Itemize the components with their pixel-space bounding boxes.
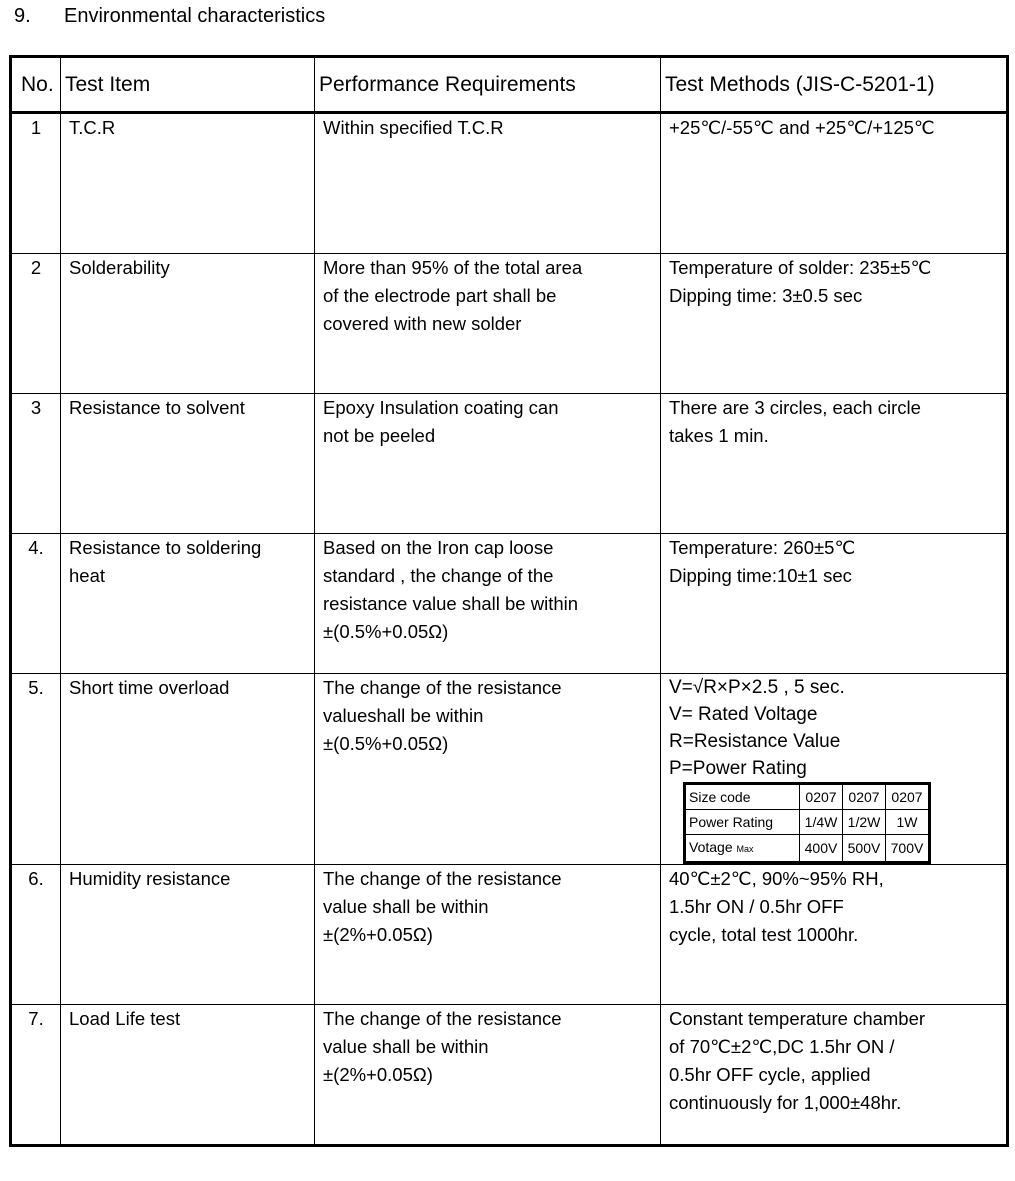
cell-performance-requirement-line: not be peeled bbox=[323, 425, 436, 446]
cell-test-method-line: of 70℃±2℃,DC 1.5hr ON / bbox=[669, 1036, 895, 1057]
rating-value: 1/2W bbox=[843, 810, 886, 835]
rating-row-power bbox=[685, 810, 930, 835]
rating-value: 1/4W bbox=[800, 810, 843, 835]
cell-test-method-line: R=Resistance Value bbox=[669, 731, 841, 752]
rating-value: 400V bbox=[800, 835, 843, 863]
cell-no bbox=[11, 254, 61, 394]
rating-table bbox=[683, 782, 931, 864]
cell-no bbox=[11, 1005, 61, 1146]
cell-test-method bbox=[661, 1005, 1008, 1146]
cell-test-item bbox=[61, 113, 315, 254]
cell-test-method-line: P=Power Rating bbox=[669, 758, 807, 779]
cell-performance-requirement-line: valueshall be within bbox=[323, 705, 484, 726]
cell-performance-requirement-line: ±(2%+0.05Ω) bbox=[323, 1064, 433, 1085]
cell-performance-requirement-line: ±(2%+0.05Ω) bbox=[323, 924, 433, 945]
cell-performance-requirement-line: covered with new solder bbox=[323, 313, 522, 334]
cell-performance-requirement bbox=[315, 1005, 661, 1146]
cell-test-method bbox=[661, 865, 1008, 1005]
cell-performance-requirement-line: ±(0.5%+0.05Ω) bbox=[323, 621, 449, 642]
cell-performance-requirement bbox=[315, 394, 661, 534]
cell-test-method bbox=[661, 674, 1008, 865]
row-number: 2 bbox=[30, 257, 42, 278]
rating-label-text: Power Rating bbox=[689, 814, 774, 830]
section-heading: Environmental characteristics bbox=[64, 5, 326, 27]
cell-no bbox=[11, 674, 61, 865]
table-row bbox=[11, 394, 1008, 534]
table-row bbox=[11, 865, 1008, 1005]
cell-test-method-line: Constant temperature chamber bbox=[669, 1008, 926, 1029]
rating-label-text: Votage bbox=[689, 839, 733, 855]
table-row bbox=[11, 534, 1008, 674]
cell-test-item bbox=[61, 1005, 315, 1146]
cell-performance-requirement-line: Based on the Iron cap loose bbox=[323, 537, 554, 558]
rating-row-voltage bbox=[685, 835, 930, 863]
table-row bbox=[11, 1005, 1008, 1146]
table-row bbox=[11, 674, 1008, 865]
cell-performance-requirement bbox=[315, 534, 661, 674]
cell-performance-requirement-line: standard , the change of the bbox=[323, 565, 554, 586]
cell-performance-requirement bbox=[315, 674, 661, 865]
row-number: 4. bbox=[28, 537, 44, 558]
row-number: 1 bbox=[30, 117, 42, 138]
cell-performance-requirement bbox=[315, 113, 661, 254]
cell-test-method bbox=[661, 254, 1008, 394]
table-row bbox=[11, 254, 1008, 394]
cell-test-item-line: Resistance to soldering bbox=[69, 537, 262, 558]
cell-test-method-line: Dipping time:10±1 sec bbox=[669, 565, 852, 586]
cell-performance-requirement-line: ±(0.5%+0.05Ω) bbox=[323, 733, 449, 754]
cell-no bbox=[11, 113, 61, 254]
cell-test-method bbox=[661, 113, 1008, 254]
cell-test-method-line: takes 1 min. bbox=[669, 425, 769, 446]
cell-test-method-line: V=√R×P×2.5 , 5 sec. bbox=[669, 677, 845, 698]
cell-test-method-line: Temperature of solder: 235±5℃ bbox=[669, 257, 932, 278]
table-row bbox=[11, 113, 1008, 254]
cell-test-method bbox=[661, 394, 1008, 534]
cell-test-method-line: cycle, total test 1000hr. bbox=[669, 924, 859, 945]
cell-performance-requirement-line: Within specified T.C.R bbox=[323, 117, 504, 138]
cell-test-method-line: +25℃/-55℃ and +25℃/+125℃ bbox=[669, 117, 935, 138]
cell-test-method-line: 40℃±2℃, 90%~95% RH, bbox=[669, 868, 884, 889]
cell-test-method-line: 1.5hr ON / 0.5hr OFF bbox=[669, 896, 844, 917]
section-number: 9. bbox=[14, 5, 31, 27]
header-test-methods: Test Methods (JIS-C-5201-1) bbox=[661, 57, 1008, 113]
row-number: 6. bbox=[28, 868, 44, 889]
cell-test-item-line: T.C.R bbox=[69, 117, 116, 138]
cell-test-item-line: Solderability bbox=[69, 257, 170, 278]
rating-label-size bbox=[685, 784, 800, 810]
cell-test-item-line: Load Life test bbox=[69, 1008, 181, 1029]
environmental-characteristics-table bbox=[9, 55, 1009, 1147]
row-number: 7. bbox=[28, 1008, 44, 1029]
cell-performance-requirement-line: The change of the resistance bbox=[323, 1008, 562, 1029]
cell-performance-requirement-line: value shall be within bbox=[323, 1036, 489, 1057]
cell-test-item-line: Humidity resistance bbox=[69, 868, 231, 889]
cell-performance-requirement-line: resistance value shall be within bbox=[323, 593, 579, 614]
cell-no bbox=[11, 865, 61, 1005]
cell-test-method-line: Temperature: 260±5℃ bbox=[669, 537, 856, 558]
cell-test-method bbox=[661, 534, 1008, 674]
header-no: No. bbox=[11, 57, 61, 113]
header-test-item: Test Item bbox=[61, 57, 315, 113]
rating-label-text: Size code bbox=[689, 789, 751, 805]
rating-value: 700V bbox=[886, 835, 930, 863]
cell-test-item-line: Short time overload bbox=[69, 677, 230, 698]
rating-value: 1W bbox=[886, 810, 930, 835]
cell-no bbox=[11, 534, 61, 674]
cell-test-method-line: continuously for 1,000±48hr. bbox=[669, 1092, 902, 1113]
cell-test-item bbox=[61, 534, 315, 674]
cell-test-item-line: heat bbox=[69, 565, 106, 586]
cell-performance-requirement bbox=[315, 865, 661, 1005]
cell-performance-requirement-line: The change of the resistance bbox=[323, 677, 562, 698]
cell-test-item-line: Resistance to solvent bbox=[69, 397, 245, 418]
header-row bbox=[11, 57, 1008, 113]
row-number: 3 bbox=[30, 397, 42, 418]
cell-performance-requirement-line: The change of the resistance bbox=[323, 868, 562, 889]
cell-test-item bbox=[61, 865, 315, 1005]
rating-row-size bbox=[685, 784, 930, 810]
rating-value: 0207 bbox=[843, 784, 886, 810]
cell-test-item bbox=[61, 254, 315, 394]
cell-test-item bbox=[61, 674, 315, 865]
rating-label-power bbox=[685, 810, 800, 835]
rating-value: 500V bbox=[843, 835, 886, 863]
cell-test-method-line: There are 3 circles, each circle bbox=[669, 397, 921, 418]
rating-value: 0207 bbox=[886, 784, 930, 810]
cell-test-item bbox=[61, 394, 315, 534]
cell-test-method-line: V= Rated Voltage bbox=[669, 704, 818, 725]
header-performance-requirements: Performance Requirements bbox=[315, 57, 661, 113]
cell-performance-requirement bbox=[315, 254, 661, 394]
cell-no bbox=[11, 394, 61, 534]
section-title bbox=[14, 4, 325, 28]
cell-performance-requirement-line: More than 95% of the total area bbox=[323, 257, 583, 278]
cell-performance-requirement-line: of the electrode part shall be bbox=[323, 285, 557, 306]
rating-label-voltage bbox=[685, 835, 800, 863]
cell-test-method-line: 0.5hr OFF cycle, applied bbox=[669, 1064, 871, 1085]
row-number: 5. bbox=[28, 677, 44, 698]
cell-performance-requirement-line: value shall be within bbox=[323, 896, 489, 917]
rating-value: 0207 bbox=[800, 784, 843, 810]
cell-performance-requirement-line: Epoxy Insulation coating can bbox=[323, 397, 559, 418]
rating-label-subscript: Max bbox=[736, 844, 754, 854]
cell-test-method-line: Dipping time: 3±0.5 sec bbox=[669, 285, 863, 306]
